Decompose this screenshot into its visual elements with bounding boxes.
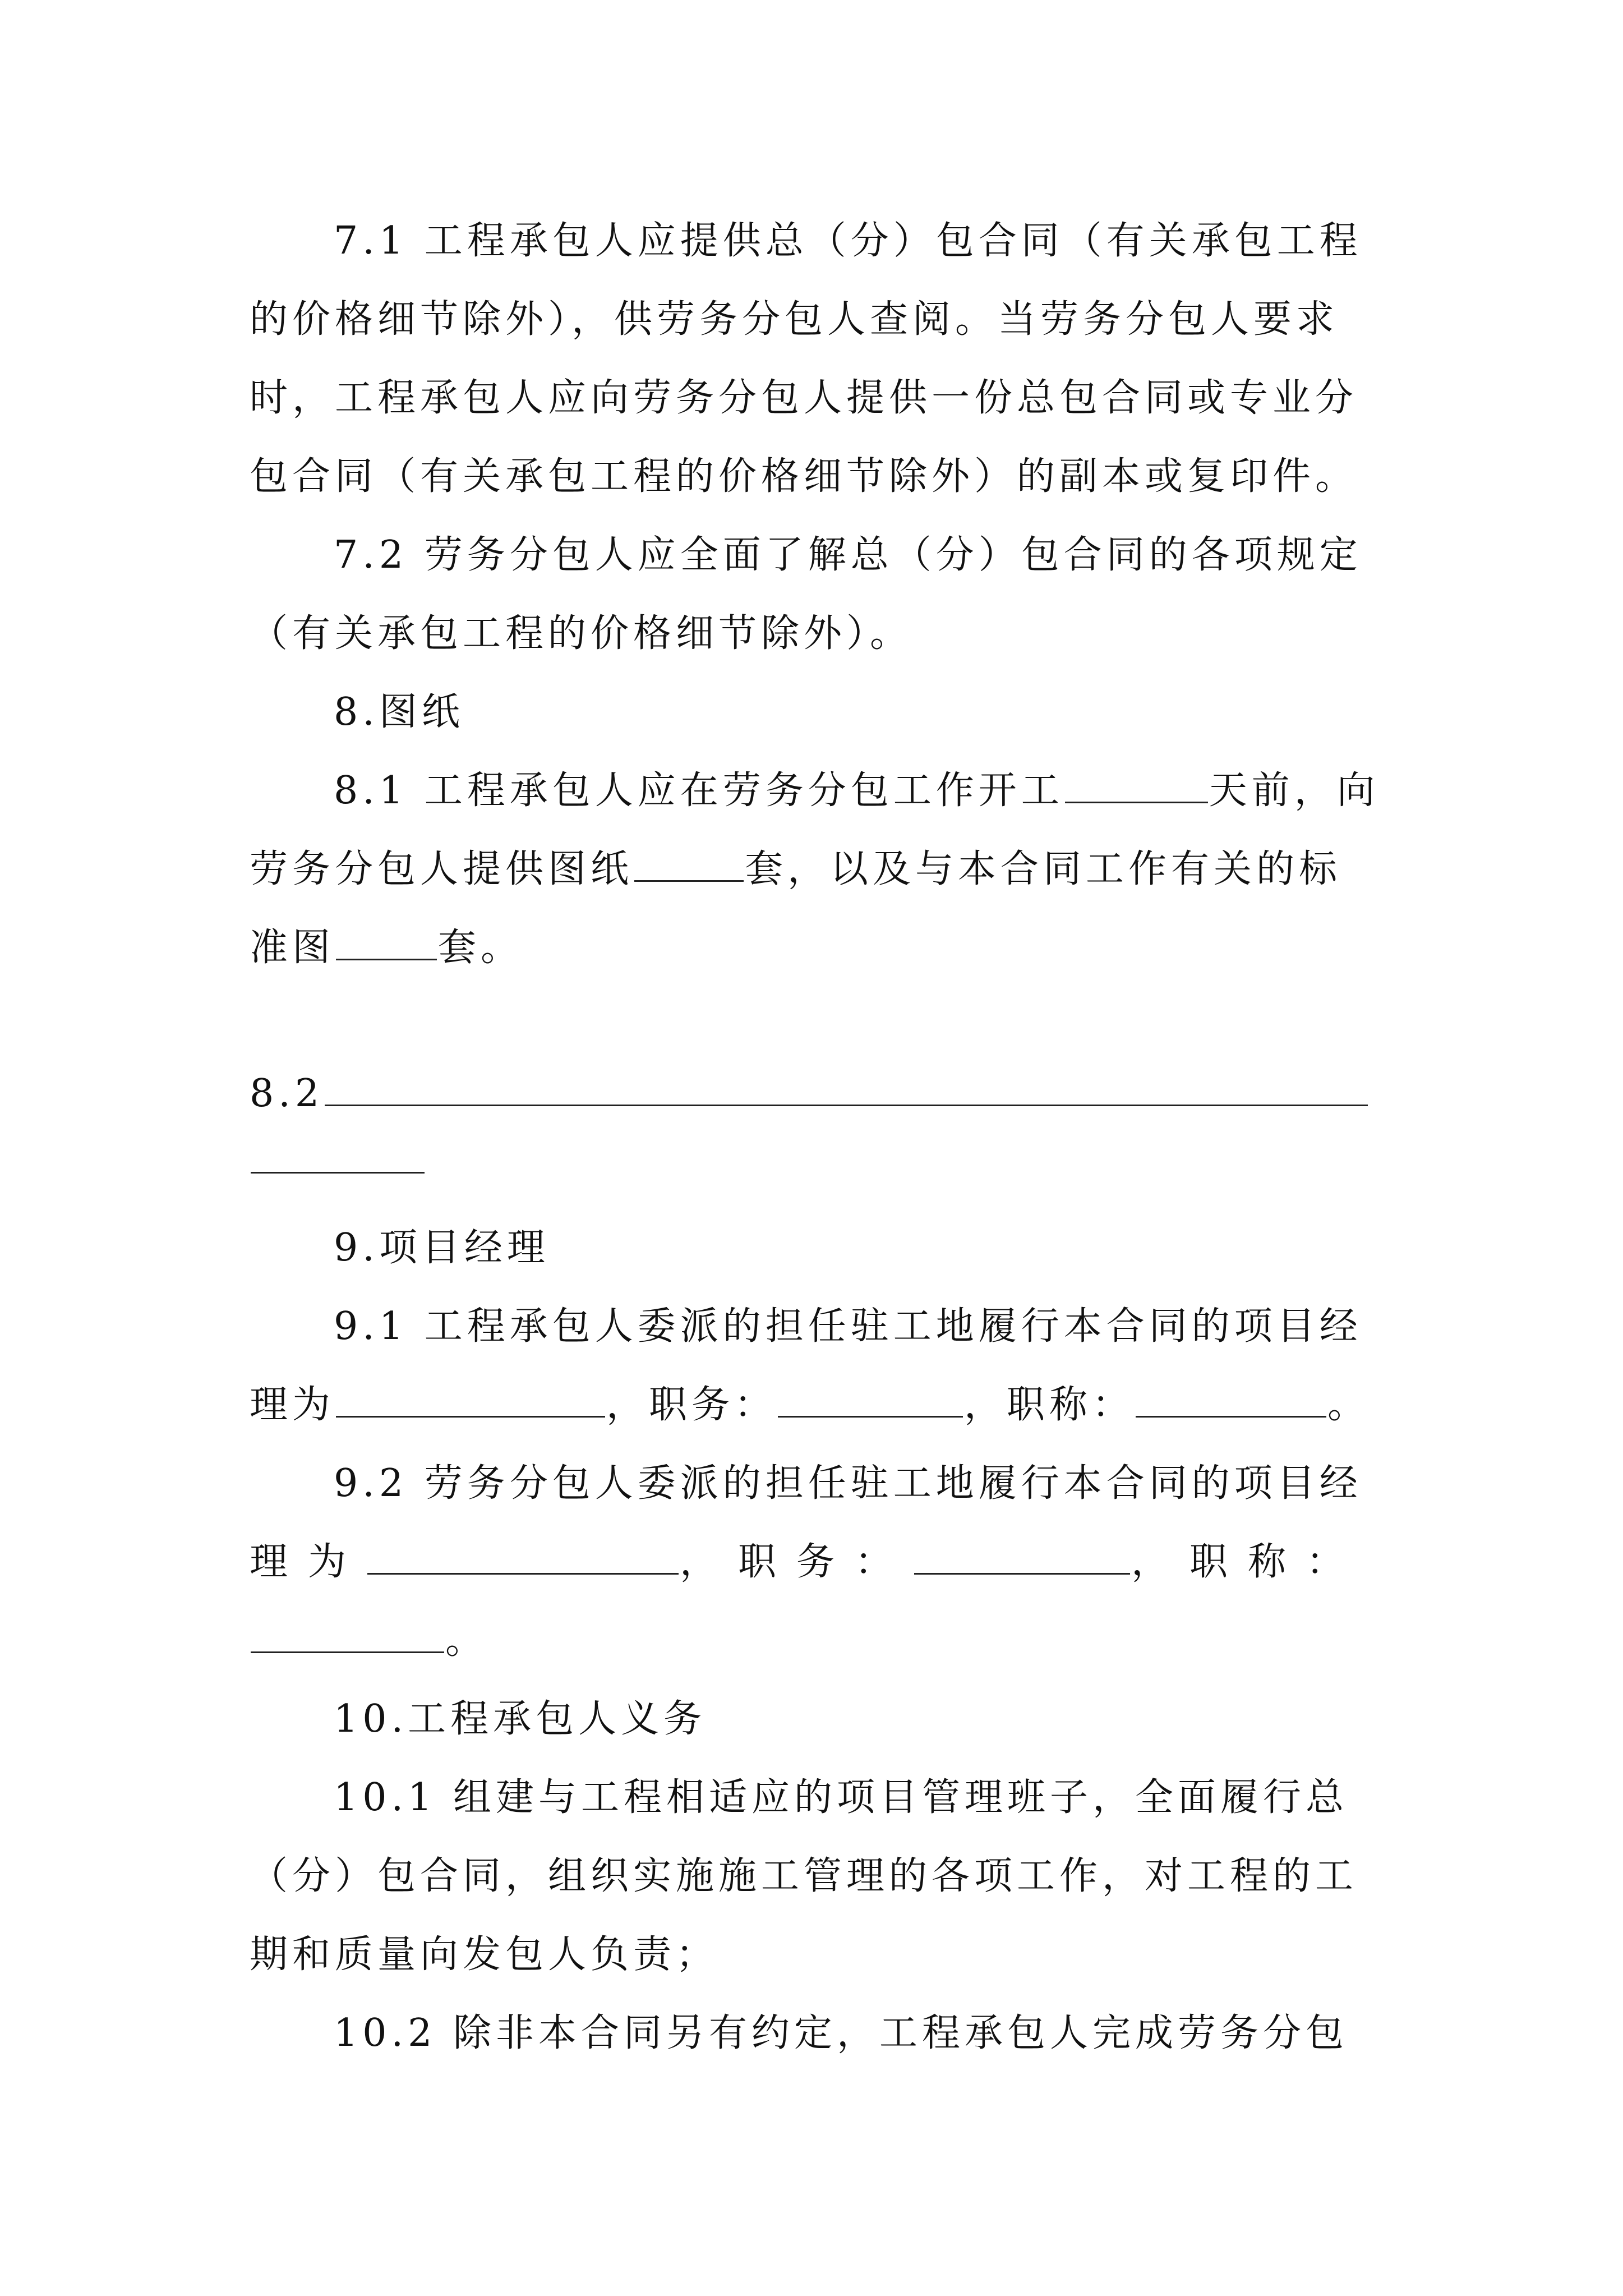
paragraph-8-1-line-3 (250, 923, 523, 973)
paragraph-9-2-line-2 (250, 1537, 1364, 1588)
paragraph-9-2-line-1: 9.2 劳务分包人委派的担任驻工地履行本合同的项目经 (334, 1461, 1362, 1506)
paragraph-7-1-line-1: 7.1 工程承包人应提供总（分）包合同（有关承包工程 (334, 219, 1362, 263)
paragraph-9-2-text-d: 。 (445, 1618, 488, 1663)
fill-blank-standard-sets[interactable] (336, 925, 437, 960)
paragraph-8-1-text-c: 劳务分包人提供图纸 (250, 847, 634, 891)
paragraph-8-2-line-1 (250, 1069, 1369, 1119)
paragraph-7-2-line-1: 7.2 劳务分包人应全面了解总（分）包合同的各项规定 (334, 533, 1362, 577)
paragraph-8-1-text-a: 8.1 工程承包人应在劳务分包工作开工 (334, 769, 1064, 813)
paragraph-8-1-text-f: 套。 (438, 926, 524, 970)
paragraph-9-1-line-2 (250, 1380, 1370, 1430)
fill-blank-contractor-manager-title[interactable] (1136, 1382, 1326, 1418)
section-heading-8: 8.图纸 (334, 690, 464, 734)
paragraph-9-1-text-c: ，职称： (964, 1383, 1135, 1427)
fill-blank-contractor-manager-position[interactable] (778, 1382, 963, 1418)
paragraph-8-1-text-d: 套，以及与本合同工作有关的标 (745, 847, 1342, 891)
paragraph-9-2-line-3 (250, 1616, 488, 1666)
paragraph-7-1-line-2: 的价格细节除外），供劳务分包人查阅。当劳务分包人要求 (250, 297, 1339, 342)
paragraph-9-2-text-a: 理为 (250, 1540, 367, 1584)
fill-blank-8-2-long[interactable] (325, 1071, 1368, 1106)
paragraph-9-2-text-b: ，职务： (680, 1540, 914, 1584)
paragraph-7-2-line-2: （有关承包工程的价格细节除外）。 (250, 611, 913, 656)
paragraph-8-1-text-e: 准图 (250, 926, 335, 970)
paragraph-10-2-line-1: 10.2 除非本合同另有约定，工程承包人完成劳务分包 (334, 2011, 1349, 2055)
paragraph-9-1-text-b: ，职务： (606, 1383, 777, 1427)
paragraph-7-1-line-3: 时，工程承包人应向劳务分包人提供一份总包合同或专业分 (250, 376, 1358, 420)
paragraph-8-2-label: 8.2 (250, 1071, 324, 1116)
paragraph-8-1-line-2 (250, 844, 1341, 895)
fill-blank-subcontractor-manager-title[interactable] (251, 1618, 444, 1653)
fill-blank-subcontractor-manager-position[interactable] (914, 1539, 1130, 1575)
section-heading-10: 10.工程承包人义务 (334, 1697, 707, 1741)
paragraph-9-1-text-d: 。 (1327, 1383, 1371, 1427)
paragraph-7-1-line-4: 包合同（有关承包工程的价格细节除外）的副本或复印件。 (250, 454, 1358, 499)
paragraph-8-2-line-2 (250, 1136, 426, 1186)
paragraph-10-1-line-2: （分）包合同，组织实施施工管理的各项工作，对工程的工 (250, 1854, 1358, 1898)
paragraph-9-2-text-c: ，职称： (1131, 1540, 1365, 1584)
section-heading-9: 9.项目经理 (334, 1226, 550, 1270)
paragraph-9-1-line-1: 9.1 工程承包人委派的担任驻工地履行本合同的项目经 (334, 1304, 1362, 1349)
paragraph-10-1-line-3: 期和质量向发包人负责； (250, 1932, 719, 1977)
paragraph-8-1-text-b: 天前，向 (1209, 769, 1380, 813)
fill-blank-subcontractor-manager-name[interactable] (367, 1539, 679, 1575)
fill-blank-contractor-manager-name[interactable] (336, 1382, 605, 1418)
fill-blank-8-2-continued[interactable] (251, 1138, 425, 1174)
fill-blank-drawing-sets[interactable] (634, 846, 744, 882)
fill-blank-days[interactable] (1065, 768, 1208, 803)
paragraph-10-1-line-1: 10.1 组建与工程相适应的项目管理班子，全面履行总 (334, 1775, 1349, 1820)
paragraph-9-1-text-a: 理为 (250, 1383, 335, 1427)
paragraph-8-1-line-1 (334, 766, 1380, 816)
